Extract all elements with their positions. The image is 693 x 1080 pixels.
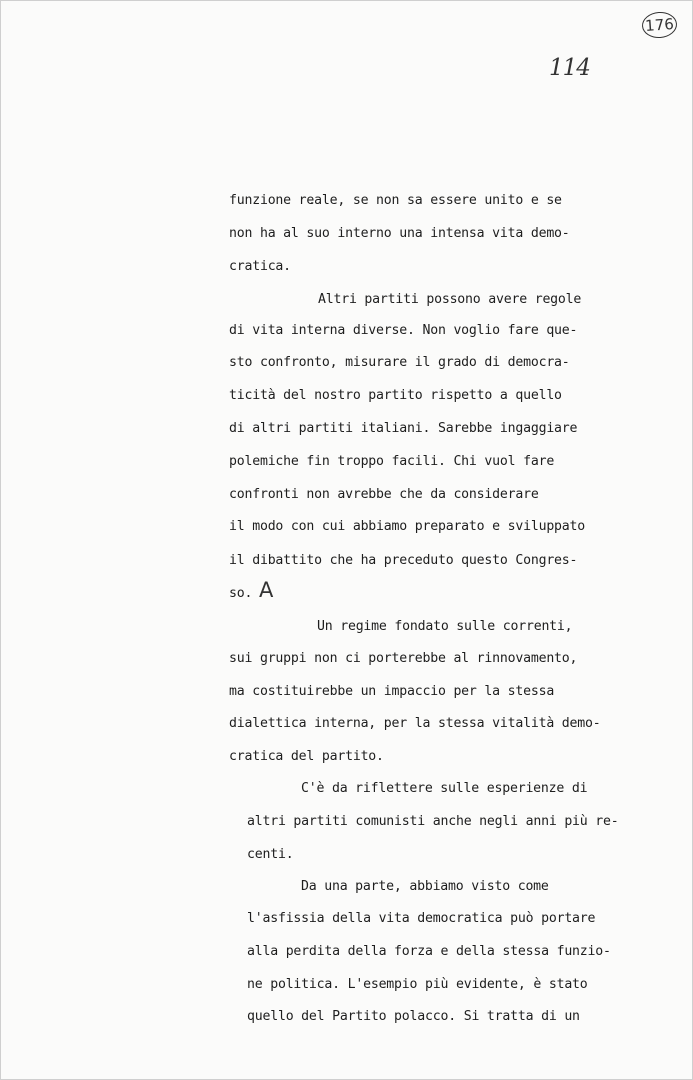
text-line: so. bbox=[229, 586, 253, 601]
text-line: Un regime fondato sulle correnti, bbox=[317, 619, 573, 634]
archive-stamp: 176 bbox=[641, 11, 678, 39]
text-line: Altri partiti possono avere regole bbox=[318, 292, 582, 307]
text-line: sto confronto, misurare il grado di democra- bbox=[229, 355, 570, 370]
text-line: ma costituirebbe un impaccio per la stessa bbox=[229, 684, 555, 699]
text-line: centi. bbox=[247, 847, 294, 862]
text-line: cratica del partito. bbox=[229, 749, 384, 764]
text-line: funzione reale, se non sa essere unito e se bbox=[229, 193, 562, 208]
text-line: non ha al suo interno una intensa vita demo- bbox=[229, 226, 570, 241]
text-line: polemiche fin troppo facili. Chi vuol fare bbox=[229, 454, 555, 469]
text-line: cratica. bbox=[229, 259, 291, 274]
text-line: di altri partiti italiani. Sarebbe ingaggiare bbox=[229, 421, 578, 436]
text-line: Da una parte, abbiamo visto come bbox=[301, 879, 549, 894]
text-line: ne politica. L'esempio più evidente, è stato bbox=[247, 977, 588, 992]
text-line: altri partiti comunisti anche negli anni più re- bbox=[247, 814, 619, 829]
text-line: C'è da riflettere sulle esperienze di bbox=[301, 781, 588, 796]
text-line: sui gruppi non ci porterebbe al rinnovamento, bbox=[229, 651, 578, 666]
text-line: ticità del nostro partito rispetto a quello bbox=[229, 388, 562, 403]
text-line: il modo con cui abbiamo preparato e sviluppato bbox=[229, 519, 586, 534]
handwritten-insert-mark: A bbox=[259, 578, 274, 602]
text-line: alla perdita della forza e della stessa funzio- bbox=[247, 944, 611, 959]
text-line: quello del Partito polacco. Si tratta di un bbox=[247, 1009, 580, 1024]
text-line: l'asfissia della vita democratica può portare bbox=[247, 911, 596, 926]
handwritten-page-number: 114 bbox=[549, 55, 590, 81]
text-line: confronti non avrebbe che da considerare bbox=[229, 487, 539, 502]
text-line: il dibattito che ha preceduto questo Congres- bbox=[229, 553, 578, 568]
text-line: dialettica interna, per la stessa vitalità demo- bbox=[229, 716, 601, 731]
text-line: di vita interna diverse. Non voglio fare que- bbox=[229, 323, 578, 338]
